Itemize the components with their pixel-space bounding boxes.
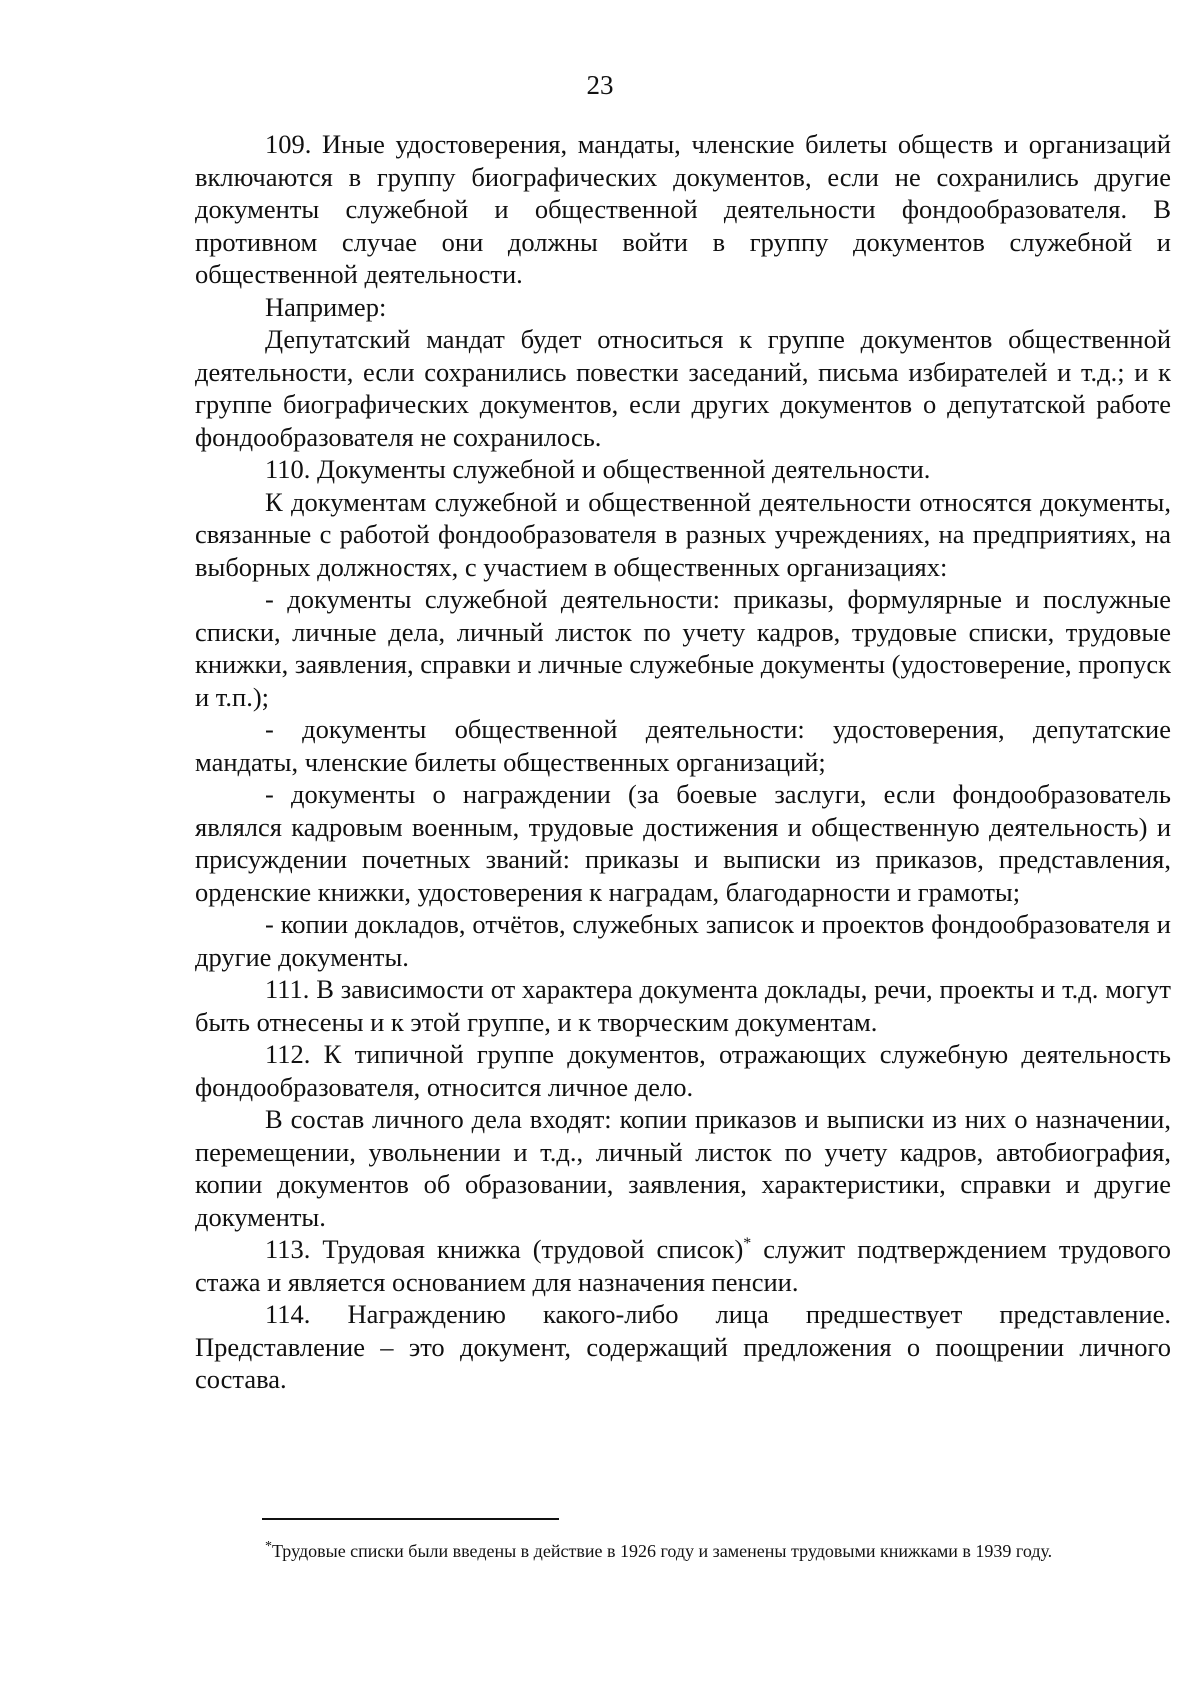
personal-file-contents: В состав личного дела входят: копии приказов и выписки из них о назначении, перемещении, увольнении и т.д., личный листок по учету кадров, автобиография, копии документов об образовании, заявления, характеристики, справки и другие документы. — [195, 1104, 1171, 1232]
paragraph-109: 109. Иные удостоверения, мандаты, членские билеты обществ и организаций включаются в группу биографических документов, если не сохранились другие документы служебной и общественной деятельности фондообразователя. В противном случае они должны войти в группу документов служебной и общественной деятельности. — [195, 129, 1171, 289]
paragraph-110: 110. Документы служебной и общественной деятельности. — [265, 454, 931, 484]
paragraph-113 — [195, 1233, 1171, 1298]
page-number: 23 — [586, 70, 614, 100]
paragraph-113-start: 113. Трудовая книжка (трудовой список) — [265, 1234, 744, 1264]
footnote-text: Трудовые списки были введены в действие в 1926 году и заменены трудовыми книжками в 1939 году. — [272, 1541, 1053, 1561]
list-item-award-docs: - документы о награждении (за боевые заслуги, если фондообразователь являлся кадровым военным, трудовые достижения и общественную деятельность) и присуждении почетных званий: приказы и выписки из приказов, представления, орденские книжки, удостоверения к наградам, благодарности и грамоты; — [195, 779, 1171, 907]
paragraph-110-text: К документам служебной и общественной деятельности относятся документы, связанные с работой фондообразователя в разных учреждениях, на предприятиях, на выборных должностях, с участием в общественных организациях: — [195, 486, 1171, 582]
paragraph-114: 114. Награждению какого-либо лица предшествует представление. Представление – это документ, содержащий предложения о поощрении личного состава. — [195, 1299, 1171, 1394]
footnote-divider — [262, 1518, 559, 1520]
list-item-public-docs: - документы общественной деятельности: удостоверения, депутатские мандаты, членские билеты общественных организаций; — [195, 714, 1171, 777]
list-item-service-docs: - документы служебной деятельности: приказы, формулярные и послужные списки, личные дела, личный листок по учету кадров, трудовые списки, трудовые книжки, заявления, справки и личные служебные документы (удостоверение, пропуск и т.п.); — [195, 584, 1171, 712]
footnote-reference: * — [743, 1235, 752, 1253]
footnote-mark: * — [265, 1539, 272, 1554]
example-text: Депутатский мандат будет относиться к группе документов общественной деятельности, если сохранились повестки заседаний, письма избирателей и т.д.; и к группе биографических документов, если других документов о депутатской работе фондообразователя не сохранилось. — [195, 324, 1171, 452]
footnote — [265, 1540, 1165, 1562]
paragraph-112: 112. К типичной группе документов, отражающих служебную деятельность фондообразователя, относится личное дело. — [195, 1039, 1171, 1102]
list-item-report-copies: - копии докладов, отчётов, служебных записок и проектов фондообразователя и другие документы. — [195, 909, 1171, 972]
paragraph-113-end: служит подтверждением трудового стажа и является основанием для назначения пенсии. — [195, 1234, 1171, 1297]
document-body — [195, 128, 1171, 1396]
example-label: Например: — [265, 291, 387, 322]
paragraph-111: 111. В зависимости от характера документа доклады, речи, проекты и т.д. могут быть отнесены и к этой группе, и к творческим документам. — [195, 974, 1171, 1037]
